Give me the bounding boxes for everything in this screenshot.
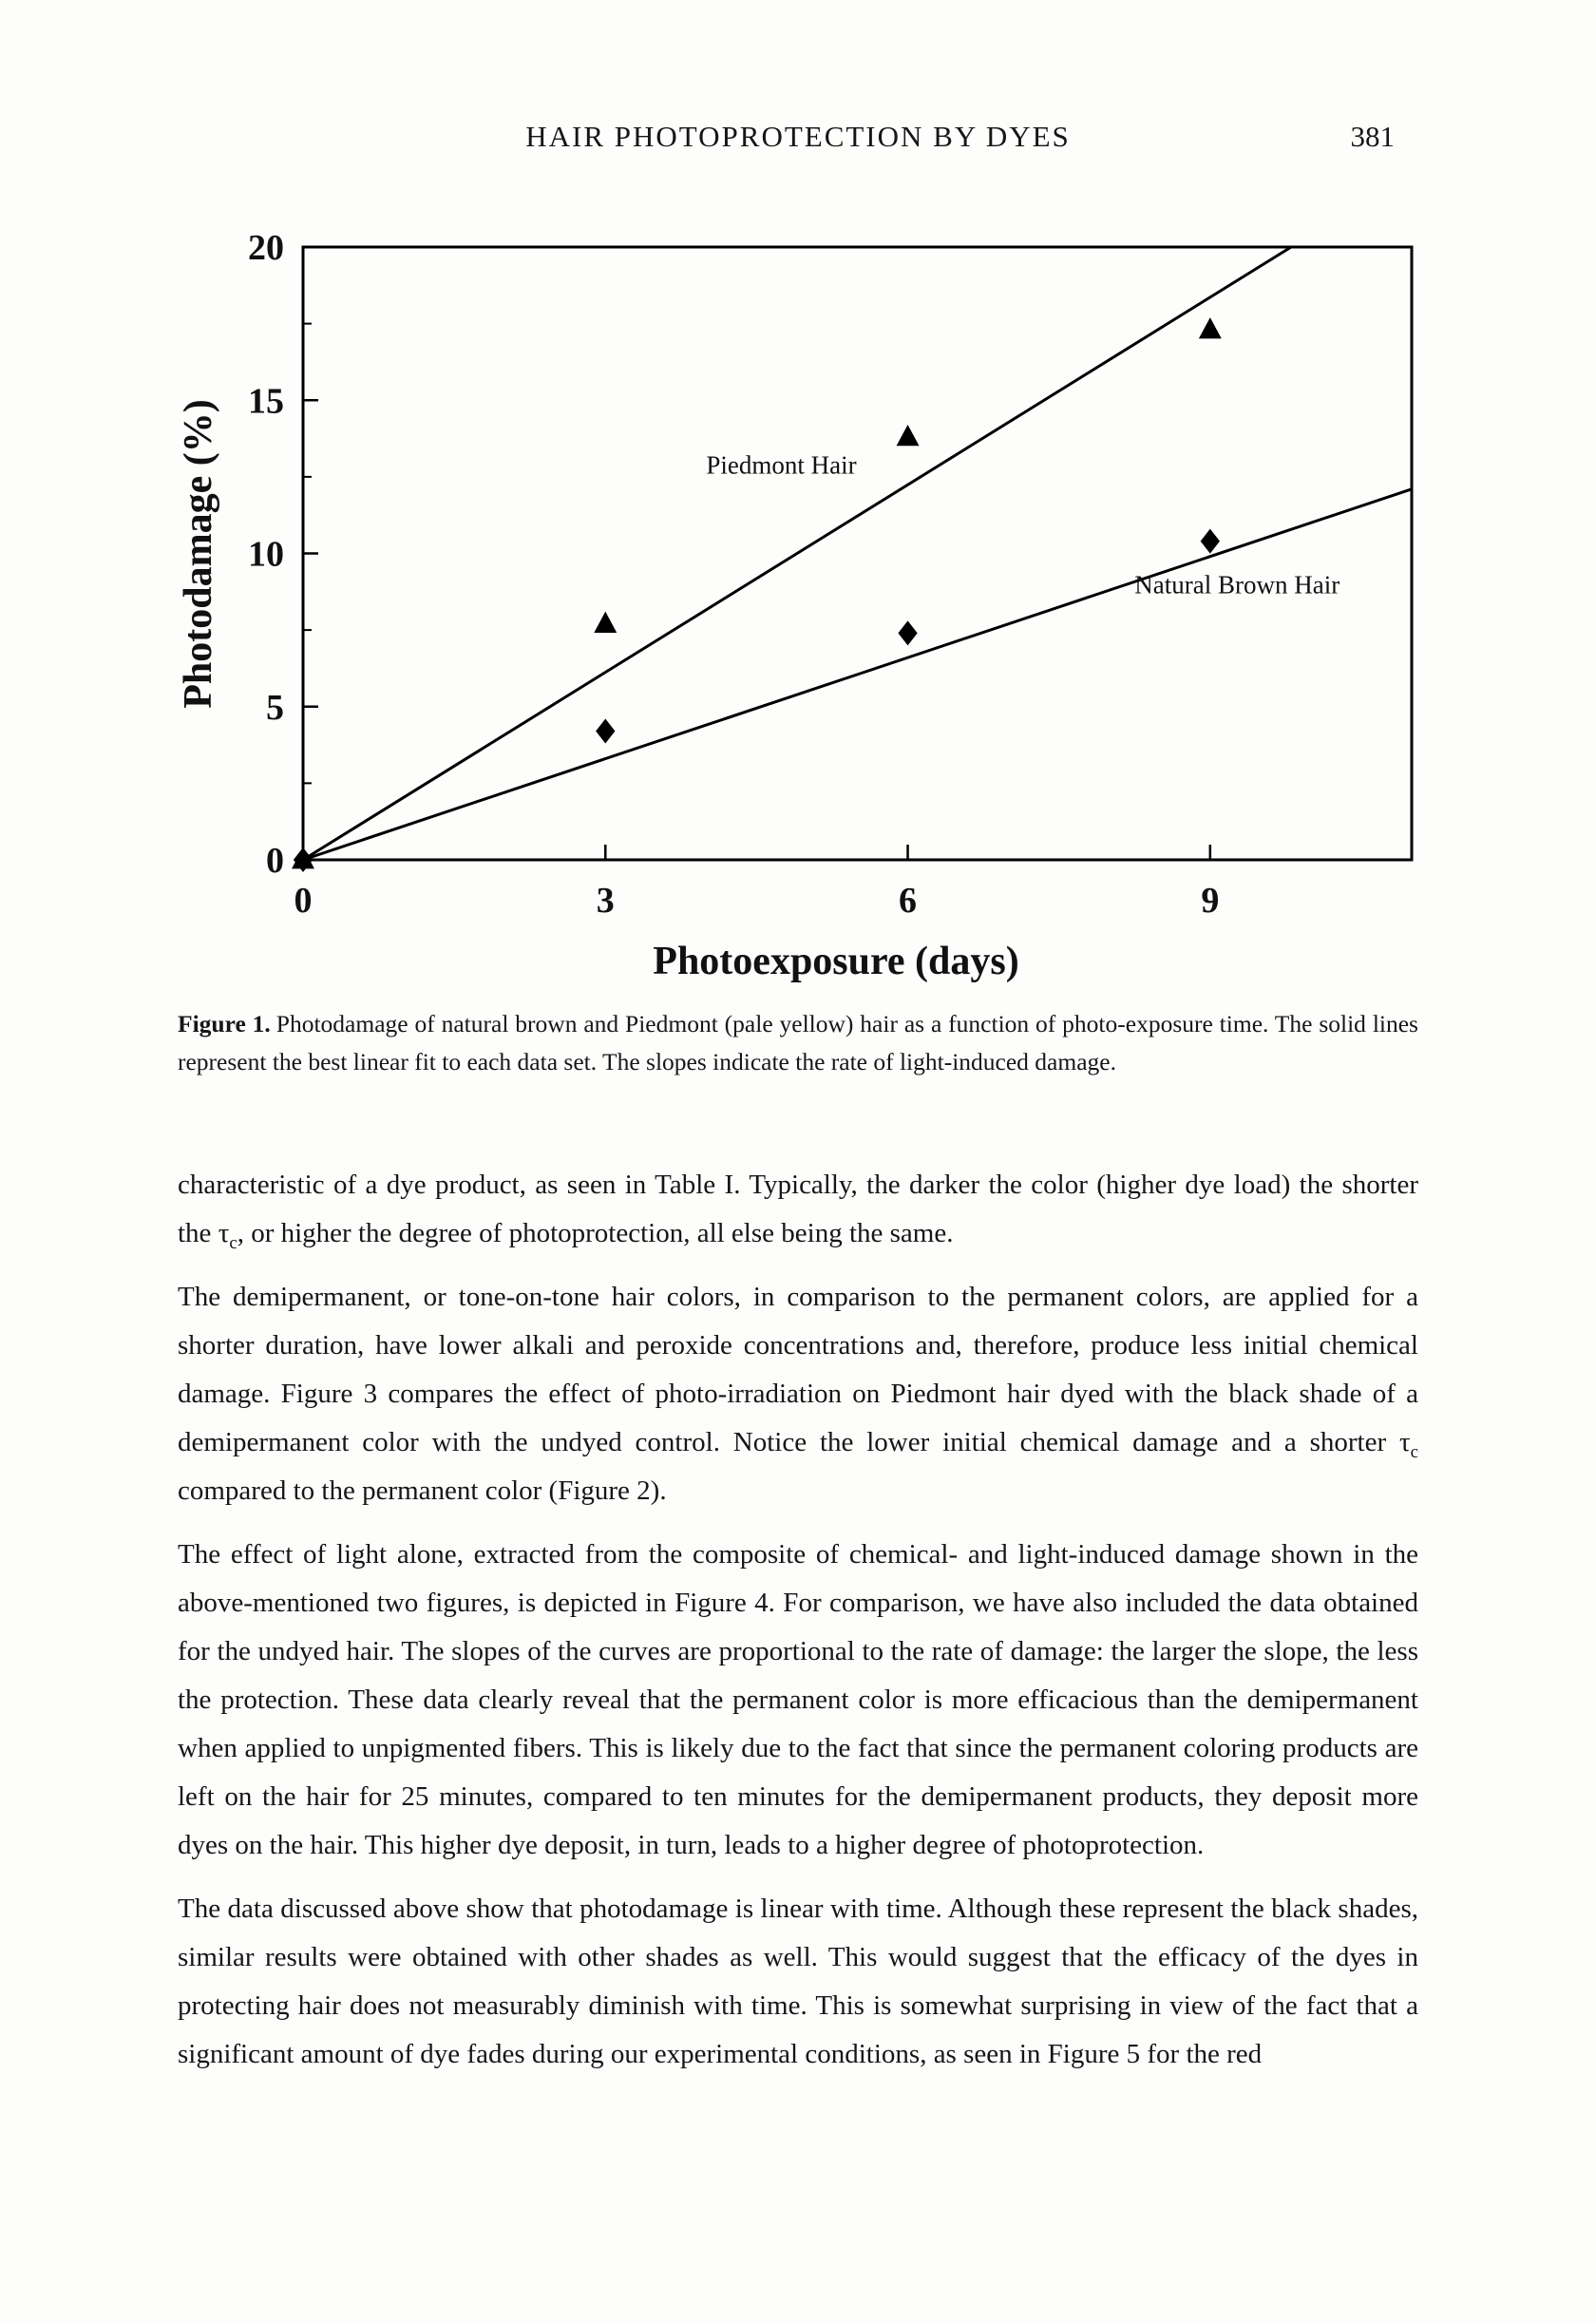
paragraph-text: characteristic of a dye product, as seen in Table I. Typically, the darker the color (higher dye load) the shorter the: [178, 1170, 1418, 1248]
x-tick-label: 9: [1201, 881, 1220, 921]
y-axis-label: Photodamage (%): [177, 399, 220, 709]
piedmont-hair-label: Piedmont Hair: [706, 450, 857, 480]
y-tick-label: 20: [248, 228, 284, 268]
x-axis-label: Photoexposure (days): [653, 940, 1019, 983]
piedmont-hair-marker: [594, 612, 617, 633]
paper-title: HAIR PHOTOPROTECTION BY DYES: [525, 120, 1071, 153]
plot-box: [303, 247, 1412, 860]
x-tick-label: 0: [294, 881, 313, 921]
x-tick-label: 6: [899, 881, 918, 921]
piedmont-hair-fit-line: [303, 247, 1291, 860]
paragraph-text: , or higher the degree of photoprotection, all else being the same.: [237, 1218, 954, 1248]
paragraph-text: τ: [1398, 1427, 1411, 1457]
body-paragraph: [178, 1885, 1418, 2079]
y-tick-label: 15: [248, 381, 284, 422]
subscript-text: c: [229, 1232, 238, 1253]
figure-caption: [178, 1005, 1418, 1081]
paragraph-text: τ: [218, 1218, 230, 1248]
paragraph-text: The effect of light alone, extracted from the composite of chemical- and light-induced damage shown in the above-mentioned two figures, is depicted in Figure 4. For comparison, we have also included the data obtained for the undyed hair. The slopes of the curves are proportional to the rate of damage: the larger the slope, the less the protection. These data clearly reveal that the permanent color is more efficacious than the demipermanent when applied to unpigmented fibers. This is likely due to the fact that since the permanent coloring products are left on the hair for 25 minutes, compared to ten minutes for the demipermanent products, they deposit more dyes on the hair. This higher dye deposit, in turn, leads to a higher degree of photoprotection.: [178, 1539, 1418, 1860]
body-paragraph: [178, 1161, 1418, 1258]
piedmont-hair-marker: [897, 425, 920, 446]
paragraph-text: The data discussed above show that photodamage is linear with time. Although these represent the black shades, similar results were obtained with other shades as well. This would suggest that the efficacy of the dyes in protecting hair does not measurably diminish with time. This is somewhat surprising in view of the fact that a significant amount of dye fades during our experimental conditions, as seen in Figure 5 for the red: [178, 1894, 1418, 2069]
body-paragraph: [178, 1531, 1418, 1870]
y-tick-label: 0: [266, 841, 284, 881]
paragraph-text: The demipermanent, or tone-on-tone hair colors, in comparison to the permanent colors, are applied for a shorter duration, have lower alkali and peroxide concentrations and, therefore, produce less initial chemical damage. Figure 3 compares the effect of photo-irradiation on Piedmont hair dyed with the black shade of a demipermanent color with the undyed control. Notice the lower initial chemical damage and a shorter: [178, 1282, 1418, 1457]
subscript-text: c: [1410, 1441, 1418, 1462]
figure-caption-text: Photodamage of natural brown and Piedmont (pale yellow) hair as a function of photo-exposure time. The solid lines represent the best linear fit to each data set. The slopes indicate the rate of light-induced damage.: [178, 1010, 1418, 1075]
natural-brown-hair-marker: [596, 719, 615, 744]
figure1-chart: [0, 162, 1596, 1007]
natural-brown-hair-label: Natural Brown Hair: [1134, 570, 1340, 600]
x-tick-label: 3: [596, 881, 615, 921]
figure-caption-label: Figure 1.: [178, 1010, 271, 1037]
natural-brown-hair-marker: [1201, 529, 1220, 554]
natural-brown-hair-fit-line: [303, 489, 1412, 860]
body-text: [178, 1161, 1418, 2094]
piedmont-hair-marker: [1199, 317, 1222, 338]
y-tick-label: 10: [248, 534, 284, 575]
natural-brown-hair-marker: [898, 620, 917, 645]
page-number: 381: [1350, 120, 1395, 153]
paragraph-text: compared to the permanent color (Figure 2).: [178, 1475, 667, 1506]
body-paragraph: [178, 1273, 1418, 1515]
y-tick-label: 5: [266, 687, 284, 728]
